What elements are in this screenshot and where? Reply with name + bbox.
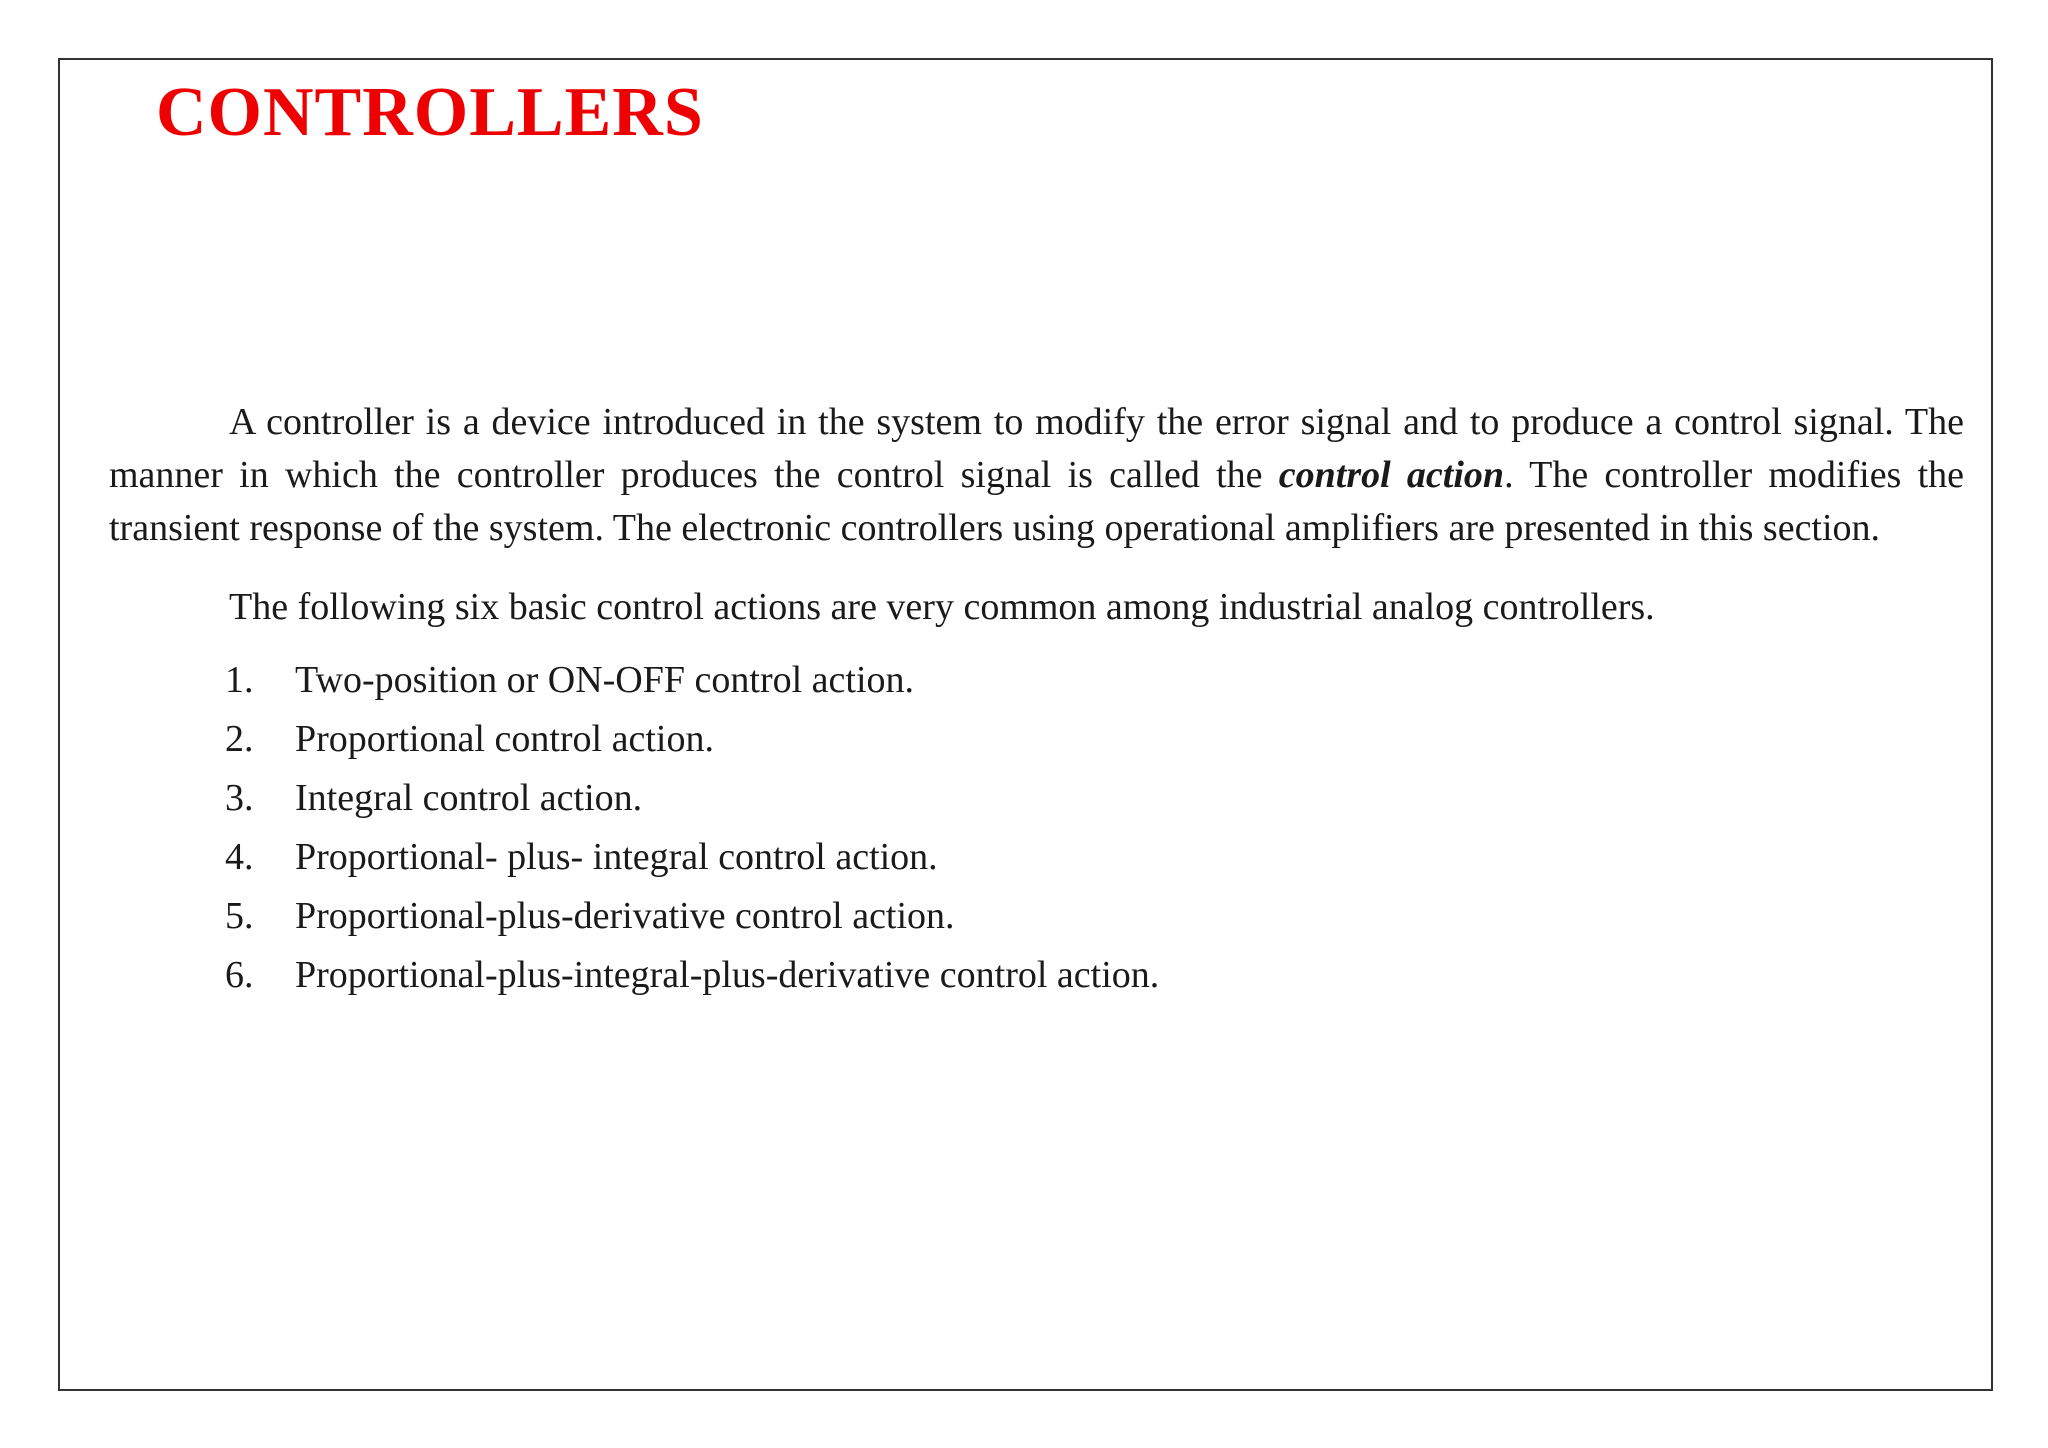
list-item-number: 3. [225, 777, 254, 819]
control-action-emphasis: control action [1278, 454, 1505, 496]
list-item-text: Integral control action. [295, 777, 643, 819]
list-item-text: Proportional-plus-derivative control action. [295, 895, 955, 937]
list-item-text: Proportional control action. [295, 718, 714, 760]
list-item-number: 4. [225, 836, 254, 878]
control-actions-list [109, 654, 1964, 1008]
list-item-text: Proportional- plus- integral control action. [295, 836, 938, 878]
intro-paragraph [109, 396, 1964, 555]
list-item-number: 1. [225, 659, 254, 701]
list-item [225, 890, 1964, 949]
list-item-number: 5. [225, 895, 254, 937]
page-title: CONTROLLERS [156, 74, 704, 151]
document-body [109, 396, 1964, 1008]
list-item [225, 772, 1964, 831]
list-item-text: Proportional-plus-integral-plus-derivative control action. [295, 954, 1160, 996]
list-item [225, 713, 1964, 772]
intro-text-end: . The controller modifies the transient response of the system. The electronic controllers using operational amplifiers are presented in this section. [109, 454, 1965, 549]
list-item [225, 949, 1964, 1008]
intro-text-start: A controller is a device introduced in the system to modify the error signal and to produce a control signal. The manner in which the controller produces the control signal is called the [109, 401, 1964, 496]
list-item-text: Two-position or ON-OFF control action. [295, 659, 915, 701]
list-intro-paragraph: The following six basic control actions are very common among industrial analog controllers. [229, 586, 1655, 628]
list-item-number: 6. [225, 954, 254, 996]
list-item [225, 654, 1964, 713]
list-item [225, 831, 1964, 890]
list-item-number: 2. [225, 718, 254, 760]
